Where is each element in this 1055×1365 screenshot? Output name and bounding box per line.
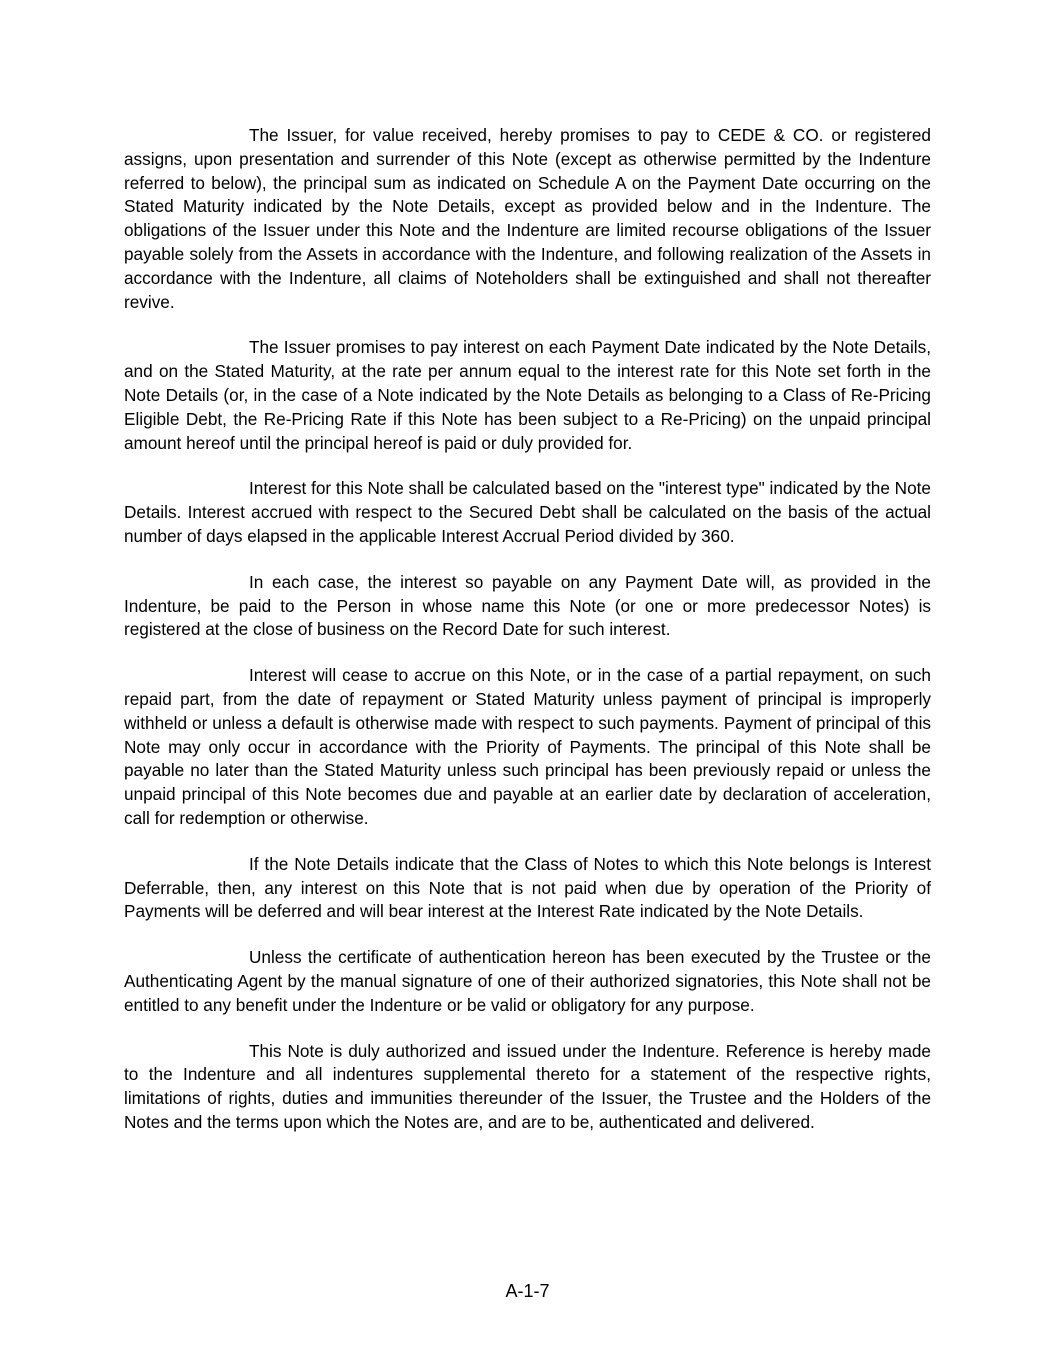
paragraph-interest-deferral: If the Note Details indicate that the Class of Notes to which this Note belongs is Interest Deferrable, then, any interest on this Note that is not paid when due by operation of the Priority of Payments will be deferred and will bear interest at the Interest Rate indicated by the Note Details. bbox=[124, 853, 931, 922]
paragraph-interest-calculation: Interest for this Note shall be calculated based on the "interest type" indicated by the Note Details. Interest accrued with respect to the Secured Debt shall be calculated on the basis of the actual number of days elapsed in the applicable Interest Accrual Period divided by 360. bbox=[124, 478, 931, 546]
paragraph-authentication: Unless the certificate of authentication hereon has been executed by the Trustee or the Authenticating Agent by the manual signature of one of their authorized signatories, this Note shall not be entitled to any benefit under the Indenture or be valid or obligatory for any purpose. bbox=[124, 947, 931, 1015]
paragraph-indenture-reference: This Note is duly authorized and issued under the Indenture. Reference is hereby made to the Indenture and all indentures supplemental thereto for a statement of the respective rights, limitations of rights, duties and immunities thereunder of the Issuer, the Trustee and the Holders of the Notes and the terms upon which the Notes are, and are to be, authenticated and delivered. bbox=[124, 1040, 931, 1132]
paragraph-interest-payment: In each case, the interest so payable on any Payment Date will, as provided in the Indenture, be paid to the Person in whose name this Note (or one or more predecessor Notes) is registered at the close of business on the Record Date for such interest. bbox=[124, 571, 931, 640]
page-number: A-1-7 bbox=[505, 1281, 550, 1301]
paragraph-interest-cessation: Interest will cease to accrue on this Note, or in the case of a partial repayment, on such repaid part, from the date of repayment or Stated Maturity unless payment of principal is improperly withheld or unless a default is otherwise made with respect to such payments. Payment of principal of this Note may only occur in accordance with the Priority of Payments. The principal of this Note shall be payable no later than the Stated Maturity unless such principal has been previously repaid or unless the unpaid principal of this Note becomes due and payable at an earlier date by declaration of acceleration, call for redemption or otherwise. bbox=[124, 665, 931, 828]
paragraph-interest-promise: The Issuer promises to pay interest on each Payment Date indicated by the Note Details, and on the Stated Maturity, at the rate per annum equal to the interest rate for this Note set forth in the Note Details (or, in the case of a Note indicated by the Note Details as belonging to a Class of Re-Pricing Eligible Debt, the Re-Pricing Rate if this Note has been subject to a Re-Pricing) on the unpaid principal amount hereof until the principal hereof is paid or duly provided for. bbox=[124, 337, 931, 453]
document-body bbox=[124, 124, 931, 1157]
paragraph-principal-promise: The Issuer, for value received, hereby promises to pay to CEDE & CO. or registered assigns, upon presentation and surrender of this Note (except as otherwise permitted by the Indenture referred to below), the principal sum as indicated on Schedule A on the Payment Date occurring on the Stated Maturity indicated by the Note Details, except as provided below and in the Indenture. The obligations of the Issuer under this Note and the Indenture are limited recourse obligations of the Issuer payable solely from the Assets in accordance with the Indenture, and following realization of the Assets in accordance with the Indenture, all claims of Noteholders shall be extinguished and shall not thereafter revive. bbox=[124, 125, 931, 312]
